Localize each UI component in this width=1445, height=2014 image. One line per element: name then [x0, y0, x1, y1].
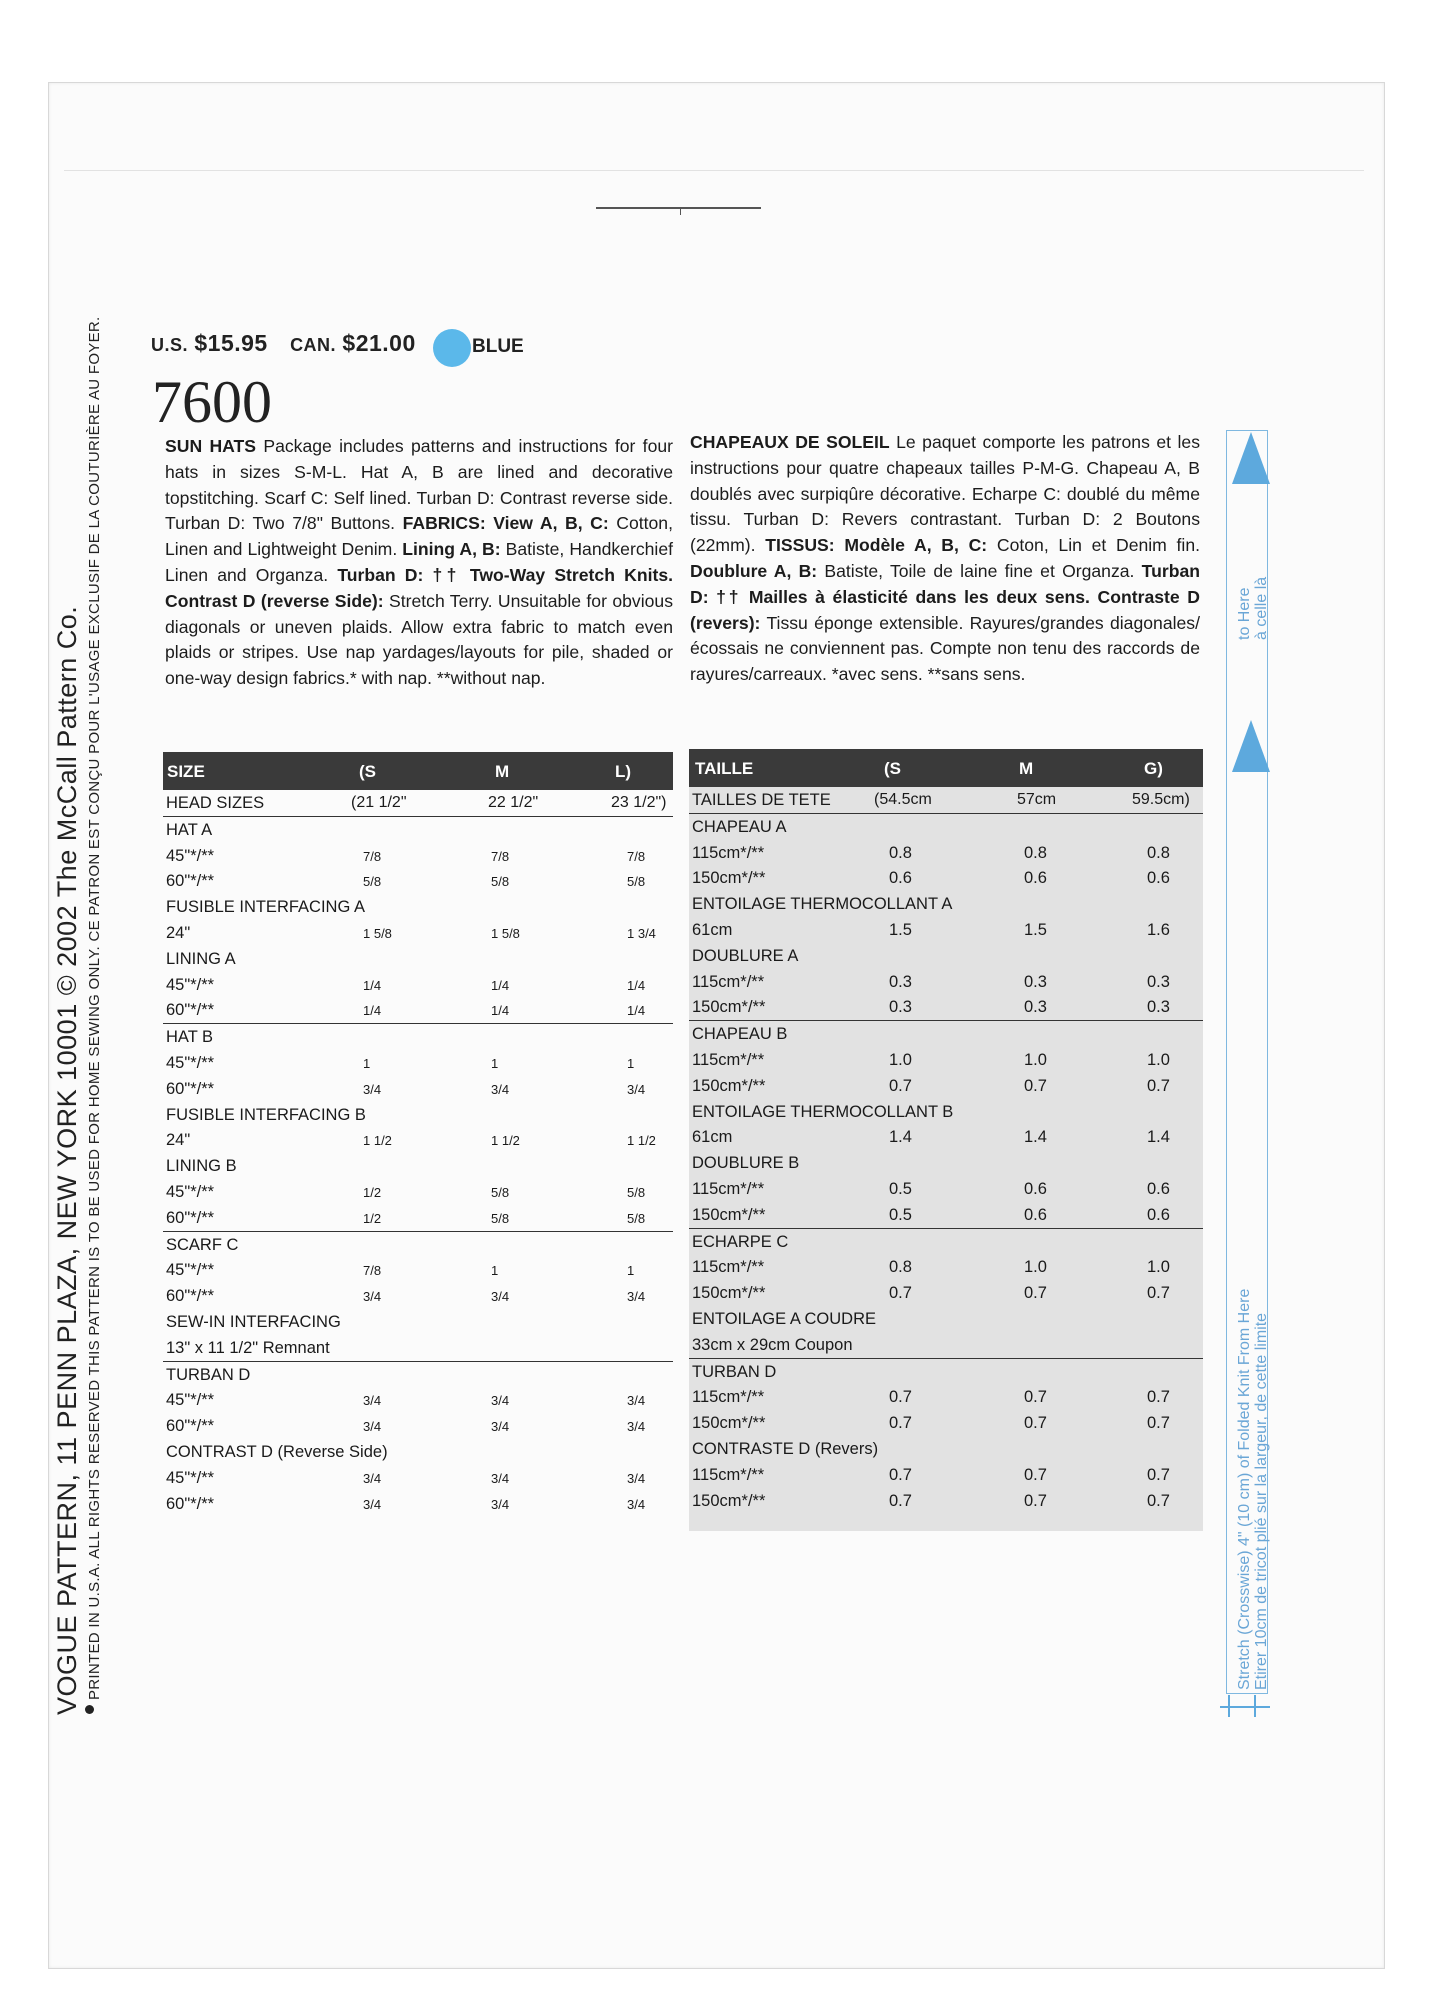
row-value-l: 3/4: [627, 1289, 646, 1305]
row-value-m: 3/4: [491, 1470, 510, 1486]
row-value-s: 5/8: [363, 874, 382, 890]
row-value-s: 1.0: [889, 1050, 912, 1069]
table-row: [689, 1073, 1203, 1099]
table-row: [163, 1023, 673, 1050]
gauge-to-here-en: to Here: [1236, 587, 1253, 640]
row-label: FUSIBLE INTERFACING B: [166, 1105, 366, 1124]
row-label: TURBAN D: [166, 1365, 251, 1384]
table-row: [689, 943, 1203, 969]
gauge-baseline: [1220, 1706, 1270, 1708]
table-row: [689, 1099, 1203, 1125]
row-label: 115cm*/**: [692, 1258, 765, 1277]
description-french: [690, 430, 1200, 688]
table-fr-body: [689, 814, 1203, 1514]
row-label: 115cm*/**: [692, 843, 765, 862]
arrow-up-icon: [1232, 432, 1270, 484]
row-label: 45"*/**: [166, 846, 215, 865]
gauge-instruction-en: Stretch (Crosswise) 4" (10 cm) of Folded Knit From Here: [1236, 1288, 1253, 1690]
table-row: [689, 1410, 1203, 1436]
row-value-m: 0.3: [1024, 972, 1047, 991]
row-value-s: 3/4: [363, 1470, 382, 1486]
gauge-instruction-fr: Etirer 10cm de tricot plié sur la largeur, de cette limite: [1253, 1312, 1270, 1690]
table-row: [689, 1124, 1203, 1150]
row-value-l: 5/8: [627, 874, 646, 890]
row-label: ENTOILAGE THERMOCOLLANT B: [692, 1102, 954, 1121]
row-value-s: 3/4: [363, 1393, 382, 1409]
top-mark-tick: [680, 207, 681, 215]
table-row: [689, 1280, 1203, 1306]
table-en-size-l: L): [615, 762, 632, 781]
row-value-l: 1.0: [1147, 1258, 1170, 1277]
desc-fr-doublure-label: Doublure A, B:: [690, 560, 818, 581]
row-value-s: 0.7: [889, 1076, 912, 1095]
row-label: 150cm*/**: [692, 1205, 766, 1224]
row-value-s: 1 1/2: [363, 1133, 392, 1149]
row-value-s: 0.5: [889, 1179, 912, 1198]
row-label: 45"*/**: [166, 1468, 215, 1487]
tete-size-m: 57cm: [1017, 791, 1057, 808]
row-label: DOUBLURE A: [692, 946, 799, 965]
row-value-m: 7/8: [491, 848, 510, 864]
table-en-size-label: SIZE: [167, 762, 205, 781]
table-row: [689, 865, 1203, 891]
desc-en-lining-label: Lining A, B:: [402, 539, 501, 560]
row-value-s: 0.6: [889, 869, 912, 888]
table-row: [689, 1462, 1203, 1488]
row-value-s: 3/4: [363, 1289, 382, 1305]
row-value-s: 0.3: [889, 998, 912, 1017]
table-row: [163, 997, 673, 1023]
row-value-l: 3/4: [627, 1496, 646, 1512]
table-row: [163, 1335, 673, 1361]
copyright-vertical-text: PRINTED IN U.S.A. ALL RIGHTS RESERVED THIS PATTERN IS TO BE USED FOR HOME SEWING ONLY. CE PATRON EST CONÇU POUR L'USAGE EXCLUSIF DE LA COUTURIÈRE AU FOYER.: [86, 316, 103, 1700]
description-english: [165, 434, 673, 692]
table-row: [163, 1465, 673, 1491]
row-value-m: 0.7: [1024, 1076, 1047, 1095]
row-label: 24": [166, 923, 191, 942]
row-value-m: 3/4: [491, 1496, 510, 1512]
row-label: 45"*/**: [166, 1182, 215, 1201]
table-row: [163, 1153, 673, 1179]
row-value-l: 3/4: [627, 1419, 646, 1435]
table-row: [689, 1150, 1203, 1176]
row-value-m: 1.5: [1024, 920, 1047, 939]
table-row: [163, 920, 673, 946]
table-row: [689, 1358, 1203, 1385]
fold-line: [64, 170, 1364, 171]
table-row: [163, 1127, 673, 1153]
table-row: [689, 1488, 1203, 1514]
table-row: [689, 1332, 1203, 1358]
table-en-header: [163, 752, 673, 790]
row-value-l: 1/4: [627, 977, 646, 993]
row-value-m: 1 1/2: [491, 1133, 520, 1149]
row-value-s: 0.5: [889, 1205, 912, 1224]
row-value-m: 0.7: [1024, 1465, 1047, 1484]
table-row: [689, 969, 1203, 995]
row-label: 60"*/**: [166, 1417, 215, 1436]
row-value-l: 1.4: [1147, 1128, 1170, 1147]
table-row: [163, 1387, 673, 1413]
row-value-l: 1 3/4: [627, 925, 656, 941]
desc-en-fabrics: Cotton, Linen and Lightweight Denim.: [165, 513, 673, 560]
row-value-m: 1 5/8: [491, 925, 520, 941]
row-value-s: 7/8: [363, 848, 382, 864]
row-value-l: 1: [627, 1055, 635, 1071]
row-value-l: 0.6: [1147, 869, 1170, 888]
table-row: [163, 1205, 673, 1231]
row-value-s: 1/4: [363, 977, 382, 993]
table-row: [163, 1231, 673, 1258]
row-label: DOUBLURE B: [692, 1154, 800, 1173]
color-label: BLUE: [472, 336, 524, 357]
table-row: [689, 917, 1203, 943]
row-label: LINING A: [166, 949, 236, 968]
row-value-m: 0.6: [1024, 1179, 1047, 1198]
row-value-s: 0.8: [889, 1258, 912, 1277]
head-size-m: 22 1/2": [488, 794, 539, 811]
table-row: [163, 843, 673, 869]
row-value-m: 0.7: [1024, 1414, 1047, 1433]
row-value-s: 1/2: [363, 1184, 382, 1200]
row-value-m: 0.7: [1024, 1284, 1047, 1303]
table-row: [689, 1254, 1203, 1280]
table-row: [163, 1283, 673, 1309]
row-value-m: 0.6: [1024, 1205, 1047, 1224]
table-row: [163, 1309, 673, 1335]
row-value-l: 5/8: [627, 1210, 646, 1226]
table-row: [689, 1306, 1203, 1332]
row-value-m: 5/8: [491, 1184, 510, 1200]
table-fr-head-sizes: [689, 787, 1203, 814]
table-row: [689, 1228, 1203, 1255]
table-row: [163, 946, 673, 972]
row-value-l: 0.6: [1147, 1179, 1170, 1198]
row-value-m: 1.4: [1024, 1128, 1047, 1147]
desc-en-intro: Package includes patterns and instructions for four hats in sizes S-M-L. Hat A, B are lined and decorative topstitching. Scarf C: Self lined. Turban D: Contrast reverse side. Turban D: Two 7/8" Buttons.: [165, 436, 673, 534]
desc-en-lining: Batiste, Handkerchief Linen and Organza.: [165, 539, 673, 585]
arrow-up-icon: [1232, 720, 1270, 772]
row-value-s: 1/2: [363, 1210, 382, 1226]
table-row: [689, 1202, 1203, 1228]
row-value-l: 3/4: [627, 1470, 646, 1486]
desc-en-contrast-label: Contrast D (reverse Side):: [165, 590, 384, 611]
price-line: [151, 330, 432, 357]
row-value-s: 0.3: [889, 972, 912, 991]
table-en-head-sizes: [163, 790, 673, 817]
row-value-l: 0.7: [1147, 1388, 1170, 1407]
row-value-l: 7/8: [627, 848, 646, 864]
row-label: 60"*/**: [166, 1079, 215, 1098]
row-label: CHAPEAU A: [692, 817, 787, 836]
row-label: 115cm*/**: [692, 1050, 765, 1069]
row-label: 60"*/**: [166, 1494, 215, 1513]
row-value-s: 0.7: [889, 1465, 912, 1484]
row-label: 115cm*/**: [692, 1388, 765, 1407]
table-fr-size-s: (S: [884, 759, 901, 778]
row-label: 33cm x 29cm Coupon: [692, 1335, 853, 1354]
row-label: 13" x 11 1/2" Remnant: [166, 1338, 330, 1357]
row-label: 60"*/**: [166, 1208, 215, 1227]
tete-size-g: 59.5cm): [1132, 791, 1190, 808]
row-label: CONTRAST D (Reverse Side): [166, 1442, 388, 1461]
row-value-l: 0.7: [1147, 1465, 1170, 1484]
table-row: [689, 840, 1203, 866]
row-label: 45"*/**: [166, 975, 215, 994]
desc-fr-intro: Le paquet comporte les patrons et les instructions pour quatre chapeaux tailles P-M-G. Chapeau A, B doublés avec surpiqûre décorative. Echarpe C: doublé du même tissu. Turban D: Revers contrastant. Turban D: 2 Boutons (22mm).: [690, 432, 1200, 556]
row-value-s: 0.7: [889, 1388, 912, 1407]
desc-fr-rest: Tissu éponge extensible. Rayures/grandes diagonales/écossais ne conviennent pas. Compte non tenu des raccords de rayures/carreaux. *avec sens. **sans sens.: [690, 612, 1200, 685]
row-label: 45"*/**: [166, 1391, 215, 1410]
publisher-vertical-text: VOGUE PATTERN, 11 PENN PLAZA, NEW YORK 10001 © 2002 The McCall Pattern Co.: [52, 605, 82, 1715]
row-label: CHAPEAU B: [692, 1025, 788, 1044]
desc-en-turban-label: Turban D: †† Two-Way Stretch Knits.: [337, 564, 673, 585]
row-value-m: 1: [491, 1263, 499, 1279]
bullet-dot-icon: [85, 1705, 94, 1714]
table-row: [689, 1176, 1203, 1202]
table-row: [163, 1050, 673, 1076]
head-size-l: 23 1/2"): [611, 794, 667, 811]
row-value-l: 0.3: [1147, 972, 1170, 991]
row-label: HAT A: [166, 820, 213, 839]
gauge-to-here-fr: à celle là: [1253, 576, 1270, 640]
tete-size-s: (54.5cm: [874, 791, 932, 808]
row-value-m: 1: [491, 1055, 499, 1071]
row-label: 24": [166, 1131, 191, 1150]
row-value-m: 0.3: [1024, 998, 1047, 1017]
table-row: [163, 972, 673, 998]
row-label: 45"*/**: [166, 1053, 215, 1072]
row-value-s: 0.7: [889, 1284, 912, 1303]
row-value-s: 0.7: [889, 1414, 912, 1433]
can-label: CAN.: [290, 335, 337, 355]
us-label: U.S.: [151, 335, 189, 355]
table-en-body: [163, 817, 673, 1517]
row-value-s: 1 5/8: [363, 925, 392, 941]
row-label: 150cm*/**: [692, 1284, 766, 1303]
row-value-m: 1.0: [1024, 1050, 1047, 1069]
table-fr-size-m: M: [1019, 759, 1034, 778]
table-row: [163, 1179, 673, 1205]
desc-fr-turban-label: Turban D: †† Mailles à élasticité dans les deux sens. Contraste D (revers):: [690, 560, 1200, 633]
desc-en-title: SUN HATS: [165, 436, 257, 456]
row-value-l: 0.3: [1147, 998, 1170, 1017]
row-value-s: 3/4: [363, 1419, 382, 1435]
row-value-m: 1/4: [491, 1003, 510, 1019]
row-label: 60"*/**: [166, 872, 215, 891]
table-row: [163, 868, 673, 894]
row-label: 61cm: [692, 920, 733, 939]
row-value-l: 5/8: [627, 1184, 646, 1200]
row-value-s: 7/8: [363, 1263, 382, 1279]
table-fr-size-label: TAILLE: [695, 759, 754, 778]
yardage-table-english: [163, 752, 673, 1516]
row-value-l: 0.7: [1147, 1284, 1170, 1303]
row-label: 150cm*/**: [692, 1076, 766, 1095]
table-row: [163, 1102, 673, 1128]
table-row: [163, 1413, 673, 1439]
table-row: [689, 994, 1203, 1020]
row-value-m: 3/4: [491, 1419, 510, 1435]
row-value-l: 1.0: [1147, 1050, 1170, 1069]
row-value-s: 1.5: [889, 920, 912, 939]
us-price: $15.95: [194, 330, 268, 356]
head-sizes-label: HEAD SIZES: [166, 794, 265, 812]
row-value-l: 1/4: [627, 1003, 646, 1019]
row-label: ECHARPE C: [692, 1232, 789, 1251]
row-label: 45"*/**: [166, 1261, 215, 1280]
table-row: [163, 1257, 673, 1283]
row-value-s: 1.4: [889, 1128, 912, 1147]
table-row: [689, 1436, 1203, 1462]
yardage-table-french: [689, 749, 1203, 1531]
row-value-m: 0.6: [1024, 869, 1047, 888]
row-value-l: 0.6: [1147, 1205, 1170, 1224]
row-label: FUSIBLE INTERFACING A: [166, 898, 365, 917]
row-value-l: 1 1/2: [627, 1133, 656, 1149]
row-value-m: 0.7: [1024, 1388, 1047, 1407]
row-value-s: 0.7: [889, 1491, 912, 1510]
row-value-m: 3/4: [491, 1393, 510, 1409]
row-value-l: 3/4: [627, 1081, 646, 1097]
can-price: $21.00: [342, 330, 416, 356]
desc-fr-doublure: Batiste, Toile de laine fine et Organza.: [817, 560, 1142, 581]
row-value-m: 0.8: [1024, 843, 1047, 862]
desc-en-rest: Stretch Terry. Unsuitable for obvious diagonals or uneven plaids. Allow extra fabric to match even plaids or stripes. Use nap yardages/layouts for pile, shaded or one-way design fabrics.* with nap. **without nap.: [165, 590, 673, 689]
desc-fr-tissus: Coton, Lin et Denim fin.: [987, 535, 1201, 556]
row-value-m: 5/8: [491, 1210, 510, 1226]
row-value-l: 1.6: [1147, 920, 1170, 939]
row-label: ENTOILAGE THERMOCOLLANT A: [692, 895, 953, 914]
table-row: [163, 817, 673, 843]
row-label: HAT B: [166, 1028, 214, 1047]
row-value-s: 3/4: [363, 1496, 382, 1512]
table-row: [689, 1020, 1203, 1047]
row-value-s: 3/4: [363, 1081, 382, 1097]
row-value-s: 1: [363, 1055, 371, 1071]
table-fr-header: [689, 749, 1203, 787]
row-value-m: 3/4: [491, 1081, 510, 1097]
row-value-l: 1: [627, 1263, 635, 1279]
row-label: 150cm*/**: [692, 1491, 766, 1510]
desc-en-fabrics-label: FABRICS: View A, B, C:: [402, 513, 609, 534]
table-row: [689, 1047, 1203, 1073]
table-row: [689, 814, 1203, 840]
row-value-l: 0.7: [1147, 1491, 1170, 1510]
table-row: [163, 894, 673, 920]
table-fr-size-g: G): [1144, 759, 1163, 778]
desc-fr-title: CHAPEAUX DE SOLEIL: [690, 432, 890, 452]
table-row: [163, 1491, 673, 1517]
row-value-l: 0.8: [1147, 843, 1170, 862]
row-label: CONTRASTE D (Revers): [692, 1439, 879, 1458]
table-row: [689, 1384, 1203, 1410]
row-value-m: 0.7: [1024, 1491, 1047, 1510]
top-mark: [596, 207, 761, 209]
row-value-m: 3/4: [491, 1289, 510, 1305]
table-row: [689, 891, 1203, 917]
row-label: SCARF C: [166, 1235, 239, 1254]
row-label: 60"*/**: [166, 1001, 215, 1020]
row-value-l: 0.7: [1147, 1414, 1170, 1433]
row-value-m: 1/4: [491, 977, 510, 993]
row-label: 115cm*/**: [692, 1179, 765, 1198]
row-label: LINING B: [166, 1157, 237, 1176]
row-label: 115cm*/**: [692, 1465, 765, 1484]
table-row: [163, 1076, 673, 1102]
row-label: 115cm*/**: [692, 972, 765, 991]
row-value-l: 3/4: [627, 1393, 646, 1409]
row-label: 61cm: [692, 1128, 733, 1147]
row-value-m: 1.0: [1024, 1258, 1047, 1277]
row-label: SEW-IN INTERFACING: [166, 1312, 341, 1331]
head-size-s: (21 1/2": [351, 794, 407, 811]
table-en-size-s: (S: [359, 762, 376, 781]
desc-fr-tissus-label: TISSUS: Modèle A, B, C:: [765, 535, 988, 556]
row-value-m: 5/8: [491, 874, 510, 890]
row-value-l: 0.7: [1147, 1076, 1170, 1095]
row-label: ENTOILAGE A COUDRE: [692, 1309, 876, 1328]
pattern-number: 7600: [152, 369, 272, 435]
row-label: 60"*/**: [166, 1287, 215, 1306]
row-label: TURBAN D: [692, 1362, 777, 1381]
color-dot-icon: [433, 329, 471, 367]
row-value-s: 1/4: [363, 1003, 382, 1019]
table-row: [163, 1439, 673, 1465]
table-en-size-m: M: [495, 762, 510, 781]
row-label: 150cm*/**: [692, 869, 766, 888]
row-value-s: 0.8: [889, 843, 912, 862]
row-label: 150cm*/**: [692, 1414, 766, 1433]
tailles-de-tete-label: TAILLES DE TETE: [692, 791, 831, 809]
row-label: 150cm*/**: [692, 998, 766, 1017]
table-row: [163, 1361, 673, 1388]
